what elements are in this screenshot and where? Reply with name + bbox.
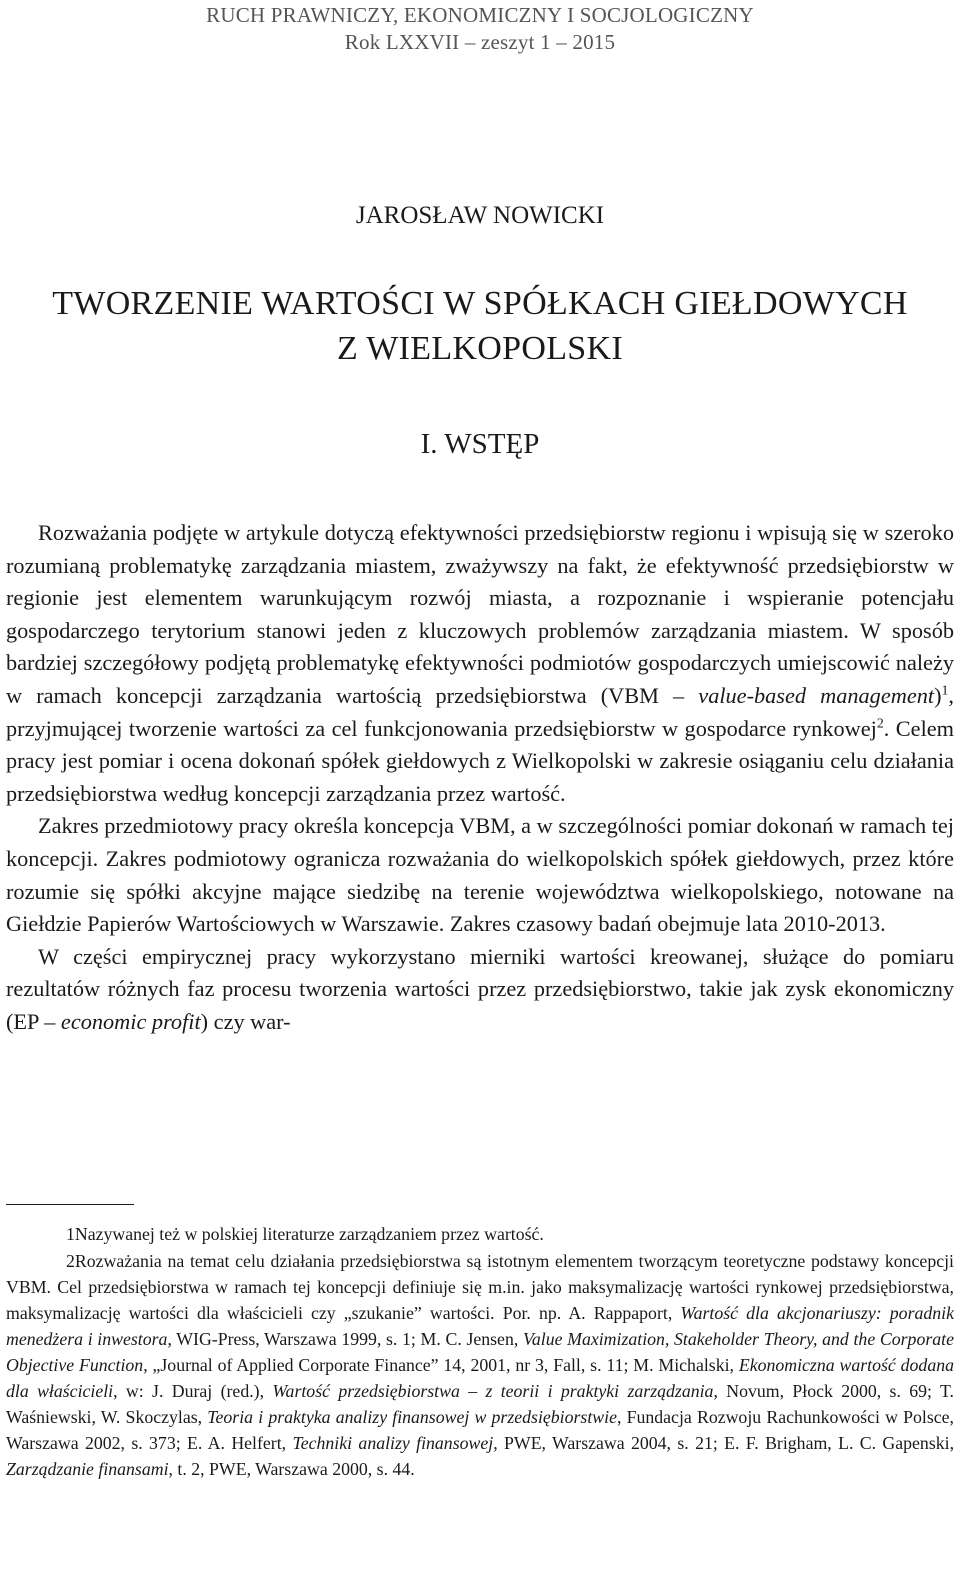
footnote-1	[6, 1221, 954, 1247]
footnote-1-number: 1	[66, 1224, 75, 1244]
footnote-ref-2[interactable]: 2	[876, 715, 884, 731]
footnote-2-text-d: , w: J. Duraj (red.),	[113, 1381, 273, 1401]
section-heading: I. WSTĘP	[420, 428, 540, 460]
footnote-2-text-g: , PWE, Warszawa 2004, s. 21; E. F. Brigham, L. C. Gapenski,	[493, 1433, 955, 1453]
footnote-2-text-f: , Fundacja Rozwoju Rachunkowości w Polsce, Warszawa 2002, s. 373; E. A. Helfert,	[6, 1407, 954, 1453]
footnote-1-text: Nazywanej też w polskiej literaturze zarządzaniem przez wartość.	[74, 1224, 544, 1244]
paragraph-1-text-c: , przyjmującej tworzenie wartości za cel funkcjonowania przedsiębiorstw w gospodarce rynkowej	[6, 682, 954, 741]
footnotes	[6, 1221, 954, 1483]
paragraph-1-text-a: Rozważania podjęte w artykule dotyczą efektywności przedsiębiorstw regionu i wpisują się w szeroko rozumianą problematykę zarządzania miastem, zważywszy na fakt, że efektywność przedsiębiorstw w regionie jest elementem warunkującym rozwój miasta, a rozpoznanie i wspieranie potencjału gospodarczego terytorium stanowi jeden z kluczowych problemów zarządzania miastem. W sposób bardziej szczegółowy podjętą problematykę efektywności podmiotów gospodarczych umiejscowić należy w ramach koncepcji zarządzania wartością przedsiębiorstwa (VBM –	[6, 520, 954, 708]
body-text	[6, 517, 954, 1039]
paragraph-3-text-a: W części empirycznej pracy wykorzystano mierniki wartości kreowanej, służące do pomiaru rezultatów różnych faz procesu tworzenia wartości przez przedsiębiorstwo, takie jak zysk ekonomiczny (EP –	[6, 943, 954, 1034]
footnote-separator	[6, 1204, 134, 1205]
journal-name: RUCH PRAWNICZY, EKONOMICZNY I SOCJOLOGICZNY	[206, 3, 754, 27]
footnote-2-title-5: Teoria i praktyka analizy finansowej w przedsiębiorstwie	[207, 1407, 617, 1427]
paragraph-3	[6, 941, 954, 1039]
footnote-2-title-1: Wartość dla akcjonariuszy: poradnik menedżera i inwestora	[6, 1303, 954, 1349]
footnote-2-text-b: , WIG-Press, Warszawa 1999, s. 1; M. C. Jensen,	[167, 1329, 523, 1349]
footnote-2-text-e: , Novum, Płock 2000, s. 69; T. Waśniewski, W. Skoczylas,	[6, 1381, 955, 1427]
paragraph-3-italic-term: economic profit	[60, 1008, 201, 1034]
footnote-ref-1[interactable]: 1	[941, 682, 949, 698]
footnote-2-title-3: Ekonomiczna wartość dodana dla właścicieli	[6, 1355, 954, 1401]
paragraph-1-italic-term: value-based management	[698, 682, 935, 708]
paragraph-1-text-d: . Celem pracy jest pomiar i ocena dokonań spółek giełdowych z Wielkopolski w zakresie osiąganiu celu działania przedsiębiorstwa według koncepcji zarządzania przez wartość.	[6, 715, 954, 806]
journal-issue: Rok LXXVII – zeszyt 1 – 2015	[344, 30, 616, 54]
paragraph-1	[6, 517, 954, 810]
footnote-2-title-7: Zarządzanie finansami	[6, 1459, 169, 1479]
footnote-2-title-4: Wartość przedsiębiorstwa – z teorii i praktyki zarządzania	[272, 1381, 714, 1401]
footnote-2-text-h: , t. 2, PWE, Warszawa 2000, s. 44.	[168, 1459, 415, 1479]
article-title-line-1: TWORZENIE WARTOŚCI W SPÓŁKACH GIEŁDOWYCH	[52, 285, 908, 322]
article-title-line-2: Z WIELKOPOLSKI	[337, 330, 623, 367]
footnote-2	[6, 1248, 954, 1482]
paragraph-1-text-b: )	[934, 682, 942, 708]
paragraph-3-text-b: ) czy war-	[200, 1008, 291, 1034]
footnote-2-title-2: Value Maximization, Stakeholder Theory, and the Corporate Objective Function	[6, 1329, 954, 1375]
paragraph-2: Zakres przedmiotowy pracy określa koncepcja VBM, a w szczególności pomiar dokonań w ramach tej koncepcji. Zakres podmiotowy ogranicza rozważania do wielkopolskich spółek giełdowych, przez które rozumie się spółki akcyjne mające siedzibę na terenie województwa wielkopolskiego, notowane na Giełdzie Papierów Wartościowych w Warszawie. Zakres czasowy badań obejmuje lata 2010-2013.	[6, 813, 954, 937]
footnote-2-text-c: , „Journal of Applied Corporate Finance” 14, 2001, nr 3, Fall, s. 11; M. Michalski,	[143, 1355, 739, 1375]
author-name: JAROSŁAW NOWICKI	[355, 202, 605, 229]
footnote-2-text-a: Rozważania na temat celu działania przedsiębiorstwa są istotnym elementem tworzącym teoretyczne podstawy koncepcji VBM. Cel przedsiębiorstwa w ramach tej koncepcji definiuje się m.in. jako maksymalizację wartości rynkowej przedsiębiorstwa, maksymalizację wartości dla właścicieli czy „szukanie” wartości. Por. np. A. Rappaport,	[6, 1251, 954, 1323]
footnote-2-title-6: Techniki analizy finansowej	[292, 1433, 494, 1453]
footnote-2-number: 2	[66, 1251, 75, 1271]
